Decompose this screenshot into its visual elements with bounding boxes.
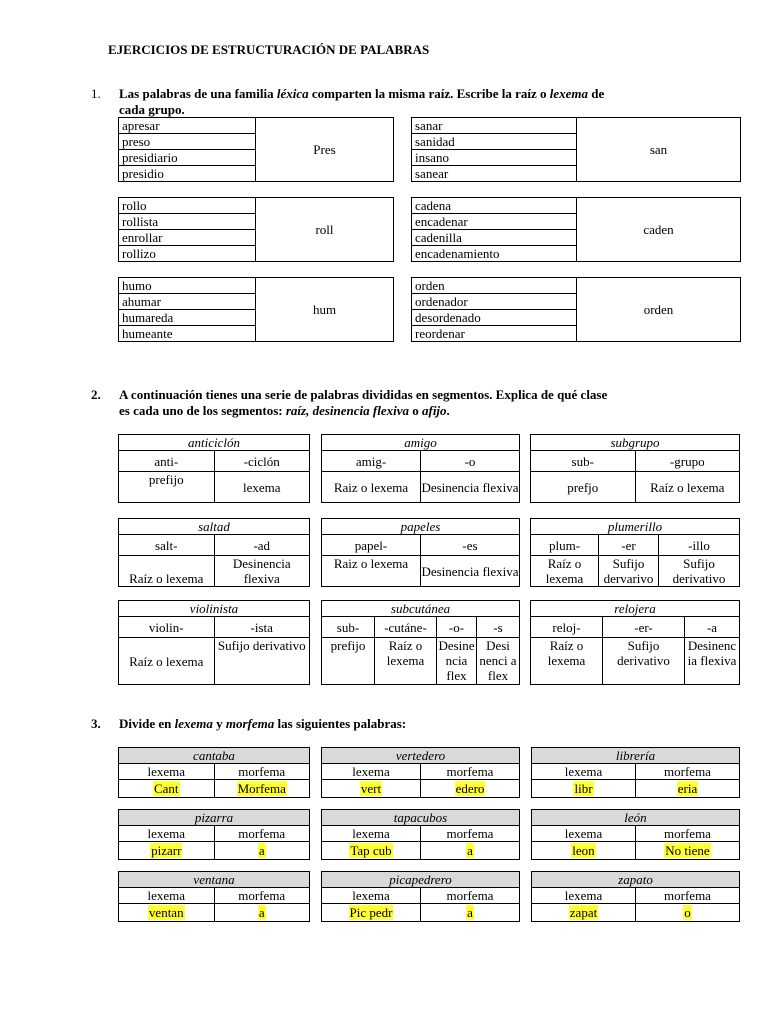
- morfema-header: morfema: [636, 826, 740, 842]
- highlighted-answer: Morfema: [237, 781, 286, 796]
- lexema-morfema-table: [321, 871, 520, 922]
- heading-text: .: [446, 403, 450, 418]
- morfema-header: morfema: [214, 888, 310, 904]
- exercise-2-number: 2.: [91, 387, 101, 402]
- highlighted-answer: a: [467, 905, 473, 920]
- segment-part: -grupo: [635, 451, 740, 472]
- segment-answer: Sufijo derivativo: [603, 638, 685, 685]
- word-family-table: [118, 197, 394, 262]
- highlighted-answer: eria: [677, 781, 698, 796]
- lexema-answer: [322, 780, 421, 798]
- lexema-morfema-table: [118, 871, 310, 922]
- morfema-answer: [214, 842, 310, 860]
- segment-answer: Raiz o lexema: [322, 556, 421, 587]
- family-root-answer: Pres: [256, 118, 394, 182]
- heading-italic: raíz, desinencia flexiva: [285, 403, 409, 418]
- highlighted-answer: o: [684, 905, 691, 920]
- morfema-header: morfema: [421, 826, 520, 842]
- segment-part: reloj-: [531, 617, 603, 638]
- segment-word: saltad: [119, 519, 310, 535]
- segment-answer: Sufijo derivativo: [659, 556, 740, 587]
- segment-table: [321, 434, 520, 503]
- lm-word: tapacubos: [322, 810, 520, 826]
- segment-part: amig-: [322, 451, 421, 472]
- segment-answer: Raiz o lexema: [322, 472, 421, 503]
- family-word: ahumar: [119, 294, 256, 310]
- heading-text: Las palabras de una familia: [119, 86, 277, 101]
- lexema-answer: [532, 780, 636, 798]
- lm-word: vertedero: [322, 748, 520, 764]
- segment-answer: Raíz o lexema: [119, 638, 215, 685]
- segment-answer: Desinencia flexiva: [214, 556, 310, 587]
- segment-word: anticiclón: [119, 435, 310, 451]
- exercise-1-heading: [119, 86, 679, 118]
- segment-answer: Raíz o lexema: [531, 638, 603, 685]
- lexema-answer: [322, 904, 421, 922]
- morfema-header: morfema: [636, 888, 740, 904]
- segment-word: relojera: [531, 601, 740, 617]
- family-word: rollo: [119, 198, 256, 214]
- morfema-answer: [421, 842, 520, 860]
- segment-word: violinista: [119, 601, 310, 617]
- lexema-morfema-table: [531, 809, 740, 860]
- morfema-answer: [421, 904, 520, 922]
- exercise-1-number: 1.: [91, 86, 101, 101]
- lexema-morfema-table: [321, 809, 520, 860]
- lexema-answer: [532, 904, 636, 922]
- morfema-header: morfema: [636, 764, 740, 780]
- segment-part: sub-: [322, 617, 375, 638]
- highlighted-answer: zapat: [569, 905, 598, 920]
- segment-table: [118, 434, 310, 503]
- lm-word: librería: [532, 748, 740, 764]
- family-root-answer: san: [577, 118, 741, 182]
- segment-table: [530, 434, 740, 503]
- family-root-answer: hum: [256, 278, 394, 342]
- segment-part: plum-: [531, 535, 599, 556]
- family-word: insano: [412, 150, 577, 166]
- morfema-answer: [636, 780, 740, 798]
- morfema-answer: [636, 904, 740, 922]
- word-family-table: [411, 197, 741, 262]
- heading-italic: afijo: [421, 403, 447, 418]
- lm-word: zapato: [532, 872, 740, 888]
- segment-table: [118, 600, 310, 685]
- segment-answer: Desinencia flexiva: [421, 472, 520, 503]
- segment-part: salt-: [119, 535, 215, 556]
- segment-part: -ista: [214, 617, 310, 638]
- heading-italic: lexema: [549, 86, 589, 101]
- highlighted-answer: No tiene: [665, 843, 710, 858]
- family-word: encadenamiento: [412, 246, 577, 262]
- family-word: cadenilla: [412, 230, 577, 246]
- lm-word: cantaba: [119, 748, 310, 764]
- highlighted-answer: a: [258, 843, 265, 858]
- segment-part: -er: [599, 535, 659, 556]
- segment-answer: lexema: [214, 472, 310, 503]
- lexema-answer: [322, 842, 421, 860]
- heading-text: o: [408, 403, 422, 418]
- segment-part: -o-: [437, 617, 477, 638]
- family-word: desordenado: [412, 310, 577, 326]
- family-word: rollizo: [119, 246, 256, 262]
- morfema-answer: [636, 842, 740, 860]
- word-family-table: [118, 117, 394, 182]
- highlighted-answer: Cant: [153, 781, 179, 796]
- segment-part: -illo: [659, 535, 740, 556]
- lexema-answer: [119, 904, 215, 922]
- heading-italic: lexema: [174, 716, 213, 731]
- lexema-answer: [119, 842, 215, 860]
- family-word: orden: [412, 278, 577, 294]
- heading-text: es cada uno de los segmentos:: [119, 403, 286, 418]
- lexema-header: lexema: [532, 826, 636, 842]
- lexema-header: lexema: [322, 826, 421, 842]
- morfema-header: morfema: [421, 764, 520, 780]
- heading-text: las siguientes palabras:: [274, 716, 407, 731]
- heading-text: comparten la misma raíz. Escribe la raíz o: [308, 86, 550, 101]
- morfema-header: morfema: [214, 826, 310, 842]
- lexema-header: lexema: [532, 764, 636, 780]
- heading-text: Divide en: [119, 716, 175, 731]
- segment-answer: Raíz o lexema: [119, 556, 215, 587]
- family-word: encadenar: [412, 214, 577, 230]
- highlighted-answer: vert: [360, 781, 382, 796]
- highlighted-answer: leon: [572, 843, 595, 858]
- lexema-header: lexema: [322, 888, 421, 904]
- family-word: humareda: [119, 310, 256, 326]
- segment-table: [530, 600, 740, 685]
- highlighted-answer: pizarr: [151, 843, 182, 858]
- lexema-header: lexema: [322, 764, 421, 780]
- word-family-table: [118, 277, 394, 342]
- lexema-answer: [532, 842, 636, 860]
- heading-text: de: [588, 86, 605, 101]
- family-word: presidio: [119, 166, 256, 182]
- segment-answer: Desinenc ia flexiva: [685, 638, 740, 685]
- family-word: presidiario: [119, 150, 256, 166]
- highlighted-answer: Pic pedr: [349, 905, 393, 920]
- family-word: enrollar: [119, 230, 256, 246]
- segment-answer: prefijo: [322, 638, 375, 685]
- highlighted-answer: ventan: [148, 905, 184, 920]
- family-root-answer: roll: [256, 198, 394, 262]
- segment-answer: prefijo: [119, 472, 215, 503]
- highlighted-answer: a: [467, 843, 473, 858]
- segment-answer: Raíz o lexema: [375, 638, 437, 685]
- lexema-morfema-table: [531, 871, 740, 922]
- segment-part: -ad: [214, 535, 310, 556]
- segment-answer: Sufijo dervarivo: [599, 556, 659, 587]
- family-word: sanar: [412, 118, 577, 134]
- exercise-3-heading: [119, 716, 679, 732]
- lexema-morfema-table: [118, 809, 310, 860]
- segment-part: -es: [421, 535, 520, 556]
- segment-part: -s: [477, 617, 520, 638]
- lexema-header: lexema: [532, 888, 636, 904]
- highlighted-answer: libr: [574, 781, 593, 796]
- page-title: EJERCICIOS DE ESTRUCTURACIÓN DE PALABRAS: [108, 42, 430, 57]
- exercise-2-heading: [119, 387, 759, 419]
- segment-table: [321, 518, 520, 587]
- lexema-morfema-table: [321, 747, 520, 798]
- segment-answer: Sufijo derivativo: [214, 638, 310, 685]
- family-word: humo: [119, 278, 256, 294]
- family-root-answer: caden: [577, 198, 741, 262]
- segment-answer: Raíz o lexema: [531, 556, 599, 587]
- segment-word: subgrupo: [531, 435, 740, 451]
- segment-part: sub-: [531, 451, 636, 472]
- lm-word: ventana: [119, 872, 310, 888]
- segment-answer: Raíz o lexema: [635, 472, 740, 503]
- segment-word: amigo: [322, 435, 520, 451]
- lexema-morfema-table: [118, 747, 310, 798]
- segment-part: violin-: [119, 617, 215, 638]
- segment-part: papel-: [322, 535, 421, 556]
- family-root-answer: orden: [577, 278, 741, 342]
- word-family-table: [411, 117, 741, 182]
- lm-word: pizarra: [119, 810, 310, 826]
- family-word: ordenador: [412, 294, 577, 310]
- morfema-answer: [214, 904, 310, 922]
- lexema-header: lexema: [119, 764, 215, 780]
- highlighted-answer: edero: [455, 781, 485, 796]
- segment-answer: Desinencia flexiva: [421, 556, 520, 587]
- segment-part: -er-: [603, 617, 685, 638]
- family-word: cadena: [412, 198, 577, 214]
- segment-part: -a: [685, 617, 740, 638]
- family-word: preso: [119, 134, 256, 150]
- segment-table: [118, 518, 310, 587]
- segment-part: -o: [421, 451, 520, 472]
- morfema-header: morfema: [421, 888, 520, 904]
- highlighted-answer: a: [258, 905, 265, 920]
- segment-table: [321, 600, 520, 685]
- lexema-morfema-table: [531, 747, 740, 798]
- segment-table: [530, 518, 740, 587]
- segment-answer: Desi nenci a flex: [477, 638, 520, 685]
- family-word: sanear: [412, 166, 577, 182]
- heading-text: cada grupo.: [119, 102, 185, 117]
- family-word: humeante: [119, 326, 256, 342]
- lm-word: león: [532, 810, 740, 826]
- segment-part: -cutáne-: [375, 617, 437, 638]
- family-word: reordenar: [412, 326, 577, 342]
- heading-italic: léxica: [276, 86, 309, 101]
- family-word: sanidad: [412, 134, 577, 150]
- segment-word: subcutánea: [322, 601, 520, 617]
- segment-answer: prefjo: [531, 472, 636, 503]
- morfema-answer: [214, 780, 310, 798]
- heading-text: A continuación tienes una serie de palabras divididas en segmentos. Explica de qué clase: [119, 387, 608, 402]
- lexema-header: lexema: [119, 888, 215, 904]
- family-word: apresar: [119, 118, 256, 134]
- family-word: rollista: [119, 214, 256, 230]
- segment-answer: Desine ncia flex: [438, 638, 475, 683]
- exercise-3-number: 3.: [91, 716, 101, 731]
- segment-part: -ciclón: [214, 451, 310, 472]
- segment-word: papeles: [322, 519, 520, 535]
- lexema-header: lexema: [119, 826, 215, 842]
- morfema-answer: [421, 780, 520, 798]
- segment-word: plumerillo: [531, 519, 740, 535]
- segment-part: anti-: [119, 451, 215, 472]
- lm-word: picapedrero: [322, 872, 520, 888]
- word-family-table: [411, 277, 741, 342]
- lexema-answer: [119, 780, 215, 798]
- morfema-header: morfema: [214, 764, 310, 780]
- highlighted-answer: Tap cub: [350, 843, 392, 858]
- heading-italic: morfema: [225, 716, 275, 731]
- heading-text: y: [212, 716, 226, 731]
